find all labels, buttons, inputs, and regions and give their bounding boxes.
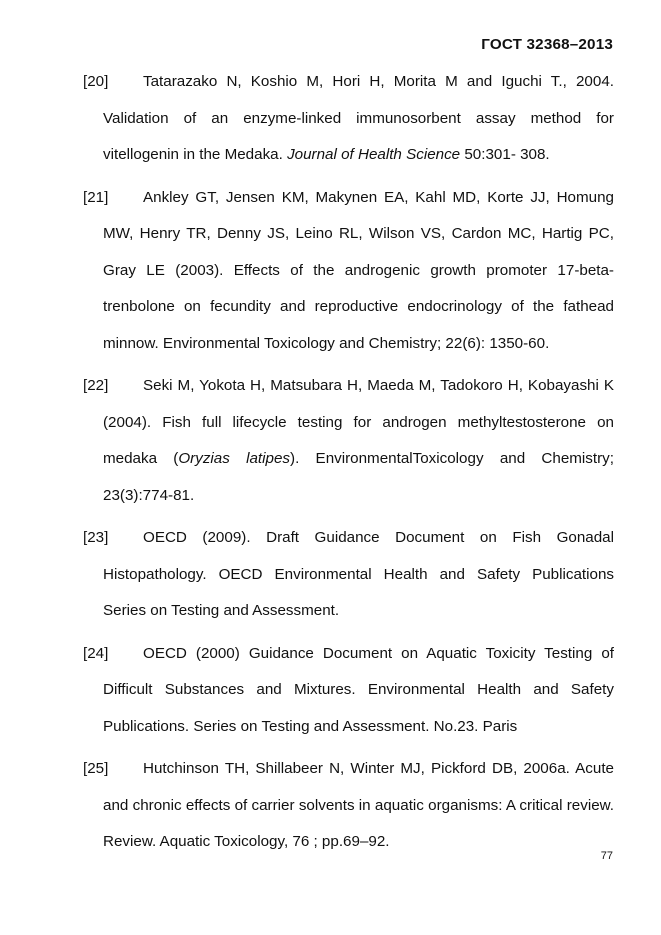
reference-entry xyxy=(83,64,614,174)
document-standard-number: ГОСТ 32368–2013 xyxy=(481,36,613,53)
page-number: 77 xyxy=(600,850,613,862)
reference-entry xyxy=(83,636,614,746)
reference-number: [25] xyxy=(83,760,109,777)
reference-text xyxy=(103,180,614,363)
reference-number: [23] xyxy=(83,529,109,546)
reference-text-segment: ). EnvironmentalToxicology and Chemistry; 23(3):774-81. xyxy=(103,450,614,504)
reference-italic-title: Oryzias latipes xyxy=(178,450,291,467)
reference-text-segment: OECD (2000) Guidance Document on Aquatic Toxicity Testing of Difficult Substances and Mixtures. Environmental Health and Safety Publications. Series on Testing and Assessment. No.23. Paris xyxy=(103,644,614,735)
reference-entry xyxy=(83,751,614,861)
reference-number: [24] xyxy=(83,644,109,662)
reference-entry xyxy=(83,368,614,514)
reference-number: [20] xyxy=(83,73,109,90)
reference-number: [22] xyxy=(83,377,109,394)
reference-entry xyxy=(83,520,614,630)
reference-text-segment: Ankley GT, Jensen KM, Makynen EA, Kahl MD, Korte JJ, Homung MW, Henry TR, Denny JS, Leino RL, Wilson VS, Cardon MC, Hartig PC, Gray LE (2003). Effects of the androgenic growth promoter 17-beta-trenbolone on fecundity and reproductive endocrinology of the fathead minnow. Environmental Toxicology and Chemistry; 22(6): 1350-60. xyxy=(103,188,614,352)
reference-text-segment: OECD (2009). Draft Guidance Document on Fish Gonadal Histopathology. OECD Environmental Health and Safety Publications Series on Testing and Assessment. xyxy=(103,529,614,619)
reference-entry xyxy=(83,180,614,363)
reference-text xyxy=(103,520,614,630)
reference-italic-title: Journal of Health Science xyxy=(287,146,461,163)
reference-list xyxy=(83,64,614,861)
reference-number: [21] xyxy=(83,188,109,206)
reference-text xyxy=(103,751,614,861)
reference-text xyxy=(103,636,614,746)
reference-text-segment: Hutchinson TH, Shillabeer N, Winter MJ, Pickford DB, 2006a. Acute and chronic effects of carrier solvents in aquatic organisms: A critical review. Review. Aquatic Toxicology, 76 ; pp.69–92. xyxy=(103,760,614,850)
reference-text xyxy=(103,368,614,514)
reference-text-segment: Tatarazako N, Koshio M, Hori H, Morita M and Iguchi T., 2004. Validation of an enzyme-linked immunosorbent assay method for vitellogenin in the Medaka. xyxy=(103,73,614,163)
reference-text xyxy=(103,64,614,174)
reference-text-segment: 50:301- 308. xyxy=(460,146,550,163)
reference-text-segment: Seki M, Yokota H, Matsubara H, Maeda M, Tadokoro H, Kobayashi K (2004). Fish full lifecycle testing for androgen methyltestosterone on medaka ( xyxy=(103,377,614,467)
